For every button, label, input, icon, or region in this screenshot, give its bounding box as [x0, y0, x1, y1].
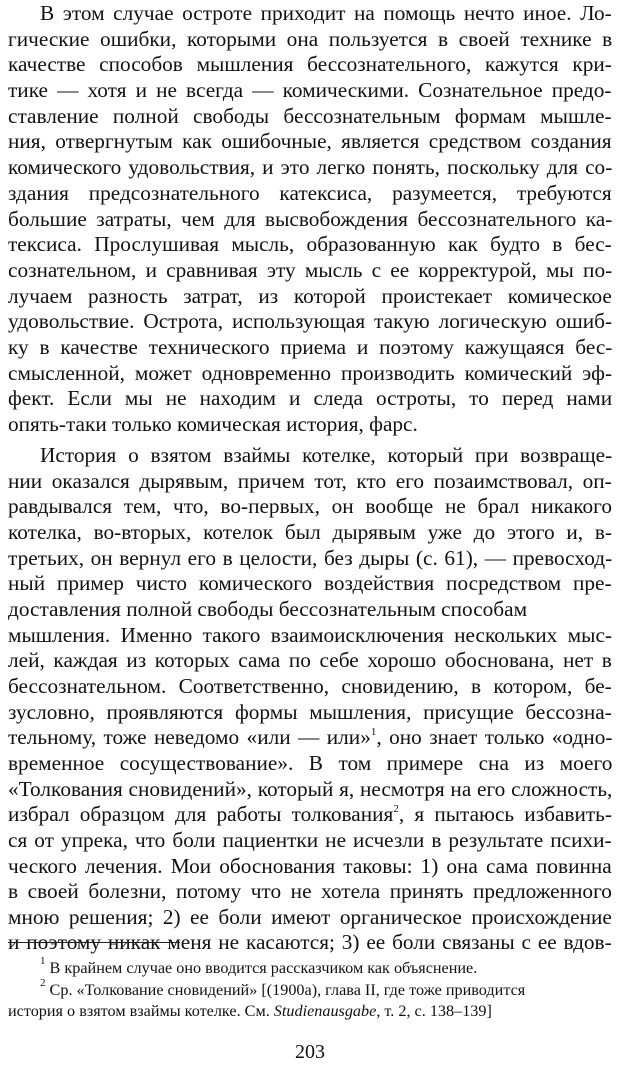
text-line: опять-таки только комическая история, фарс. [8, 412, 418, 436]
text-line: третьих, он вернул его в целости, без дыры (с. 61), — превосход- [8, 546, 613, 570]
text-line: временное сосуществование». В том примере сна из моего [8, 751, 613, 775]
text-line: и поэтому никак меня не касаются; 3) ее боли связаны с ее вдов- [8, 930, 612, 954]
text-line: «Толкования сновидений», который я, несмотря на его сложность, [8, 777, 613, 801]
text-line: сознательном, и сравнивая эту мысль с ее корректурой, мы по- [8, 258, 613, 282]
text-line: смысленной, может одновременно производить комический эф- [8, 361, 613, 385]
text-line: гические ошибки, которыми она пользуется в своей технике в [8, 27, 613, 51]
page-number: 203 [295, 1041, 325, 1063]
text-line: ческого лечения. Мои обоснования таковы: 1) она сама повинна [8, 854, 612, 878]
footnote-text: , т. 2, с. 138–139] [376, 1002, 492, 1020]
text-line-tail: , я пытаюсь избавить- [398, 802, 612, 826]
text-line-head: избрал образцом для работы толкования [8, 802, 394, 826]
text-line: нии оказался дырявым, причем тот, кто его позаимствовал, оп- [8, 469, 612, 493]
footnote-1 [40, 955, 478, 978]
text-line: ку в качестве технического приема и поэтому кажущаяся бес- [8, 335, 613, 359]
text-line [8, 802, 612, 826]
text-line: История о взятом взаймы котелке, который при возвраще- [40, 443, 613, 467]
text-line: ставление полной свободы бессознательным формам мышле- [8, 104, 612, 128]
text-line: доставления полной свободы бессознательным способам [8, 597, 528, 621]
footnote-text: история о взятом взаймы котелке. См. [8, 1002, 274, 1020]
text-line: фект. Если мы не находим и следа остроты, то перед нами [8, 386, 613, 410]
text-line: В этом случае остроте приходит на помощь нечто иное. Ло- [40, 1, 612, 25]
text-line: большие затраты, чем для высвобождения бессознательного ка- [8, 207, 613, 231]
footnote-text: Ср. «Толкование сновидений» [(1900a), глава II, где тоже приводится [49, 981, 526, 999]
footnote-2 [40, 977, 526, 1000]
footnote-mark: 2 [40, 977, 46, 989]
text-line: тике — хотя и не всегда — комическими. Сознательное предо- [8, 78, 612, 102]
text-line: бессознательном. Соответственно, сновидению, в котором, бе- [8, 674, 612, 698]
text-line: здания предсознательного катексиса, разумеется, требуются [8, 181, 612, 205]
text-line: лей, каждая из которых сама по себе хорошо обоснована, нет в [8, 648, 612, 672]
text-line: котелка, во-вторых, котелок был дырявым уже до этого и, в- [8, 520, 613, 544]
text-line: тексиса. Прослушивая мысль, образованную как будто в бес- [8, 232, 612, 256]
footnote-ref: 1 [370, 726, 377, 738]
text-line: удовольствие. Острота, использующая такую логическую ошиб- [8, 309, 613, 333]
footnote-text: В крайнем случае оно вводится рассказчиком как объяснение. [49, 959, 478, 977]
footnote-divider [8, 942, 180, 943]
footnote-ref: 2 [393, 803, 399, 815]
text-line: мышления. Именно такого взаимоисключения нескольких мыс- [8, 623, 612, 647]
footnote-italic-title: Studienausgabe [273, 1002, 377, 1020]
text-line: комического удовольствия, и это легко понять, поскольку для со- [8, 155, 613, 179]
footnote-2-continued [8, 1001, 492, 1021]
text-line: качестве способов мышления бессознательного, кажутся кри- [8, 52, 612, 76]
text-line: лучаем разность затрат, из которой проистекает комическое [8, 284, 612, 308]
text-line: ся от упрека, что боли пациентки не исчезли в результате психи- [8, 828, 612, 852]
text-line: мною решения; 2) ее боли имеют органическое происхождение [8, 905, 612, 929]
text-line: равдывался тем, что, во-первых, он вообще не брал никакого [8, 494, 612, 518]
text-line: в своей болезни, потому что не хотела принять предложенного [8, 879, 612, 903]
text-line: зусловно, проявляются формы мышления, присущие бессозна- [8, 700, 612, 724]
footnote-mark: 1 [40, 955, 46, 967]
text-line-tail: , оно знает только «одно- [376, 725, 613, 749]
text-line: ный пример чисто комического воздействия посредством пре- [8, 571, 612, 595]
text-line: ния, отвергнутым как ошибочные, является средством создания [8, 129, 612, 153]
text-line [8, 725, 612, 749]
text-line-head: тельному, тоже неведомо «или — или» [8, 725, 371, 749]
